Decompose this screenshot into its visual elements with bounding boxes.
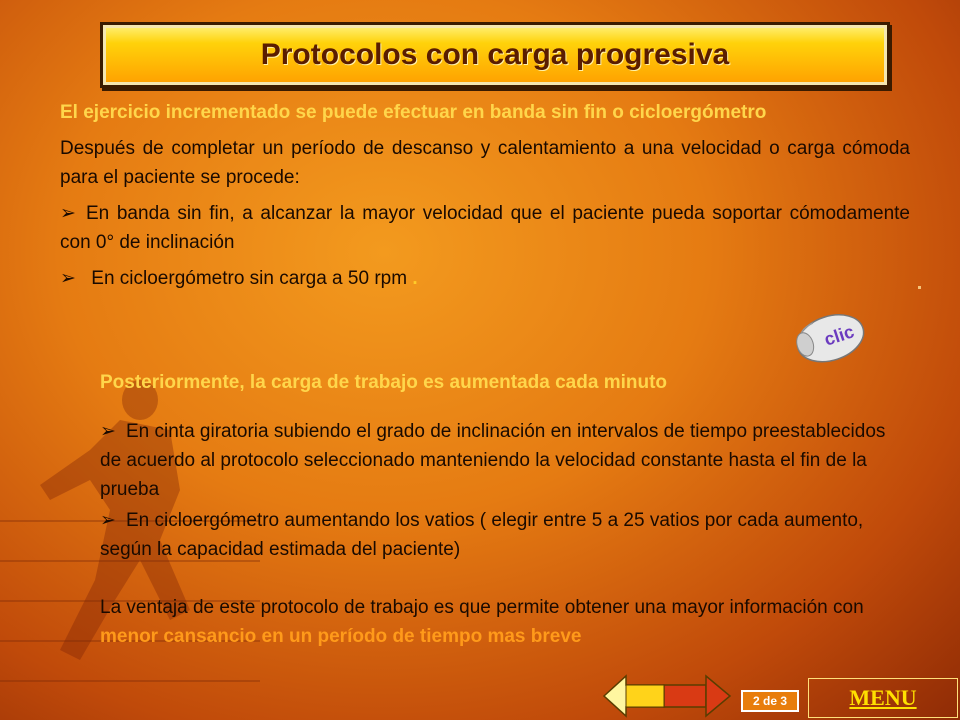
bullet-cycle-watts — [100, 506, 890, 564]
arrow-bullet-icon: ➢ — [60, 268, 76, 289]
conclusion-text: La ventaja de este protocolo de trabajo es que permite obtener una mayor información con — [100, 597, 864, 618]
title-banner — [100, 22, 890, 88]
bullet-treadmill — [60, 199, 910, 257]
arrow-bullet-icon: ➢ — [100, 510, 116, 531]
bullet-cycle — [60, 264, 910, 293]
conclusion-highlight: menor cansancio en un período de tiempo mas breve — [100, 626, 582, 647]
track-lane-line — [0, 680, 260, 682]
bullet-treadmill-text: En banda sin fin, a alcanzar la mayor velocidad que el paciente pueda soportar cómodamente con 0° de inclinación — [60, 203, 910, 253]
arrow-bullet-icon: ➢ — [60, 203, 76, 224]
decorative-dot — [918, 286, 921, 289]
arrow-bullet-icon: ➢ — [100, 421, 116, 442]
bullet-treadmill-incline — [100, 417, 890, 504]
menu-button[interactable]: MENU — [808, 678, 958, 718]
bullet-cycle-watts-text: En cicloergómetro aumentando los vatios ( elegir entre 5 a 25 vatios por cada aumento, según la capacidad estimada del paciente) — [100, 510, 864, 560]
intro-paragraph: El ejercicio incrementado se puede efectuar en banda sin fin o cicloergómetro — [60, 102, 767, 123]
clic-label: clic — [821, 321, 857, 350]
conclusion-paragraph — [100, 593, 890, 651]
progression-heading: Posteriormente, la carga de trabajo es aumentada cada minuto — [100, 372, 668, 393]
clic-mouse-button[interactable] — [788, 305, 868, 369]
slide-body — [60, 98, 910, 300]
bullet-cycle-text: En cicloergómetro sin carga a 50 rpm — [91, 268, 408, 289]
slide-title: Protocolos con carga progresiva — [260, 38, 730, 71]
procedure-paragraph: Después de completar un período de descanso y calentamiento a una velocidad o carga cómoda para el paciente se procede: — [60, 138, 910, 188]
page-indicator: 2 de 3 — [741, 690, 799, 712]
double-arrow-icon[interactable] — [602, 674, 732, 718]
progression-section — [100, 368, 890, 651]
bullet-cycle-dot: . — [412, 268, 418, 289]
bullet-treadmill-incline-text: En cinta giratoria subiendo el grado de inclinación en intervalos de tiempo preestablecidos de acuerdo al protocolo seleccionado manteniendo la velocidad constante hasta el fin de la prueba — [100, 421, 886, 500]
